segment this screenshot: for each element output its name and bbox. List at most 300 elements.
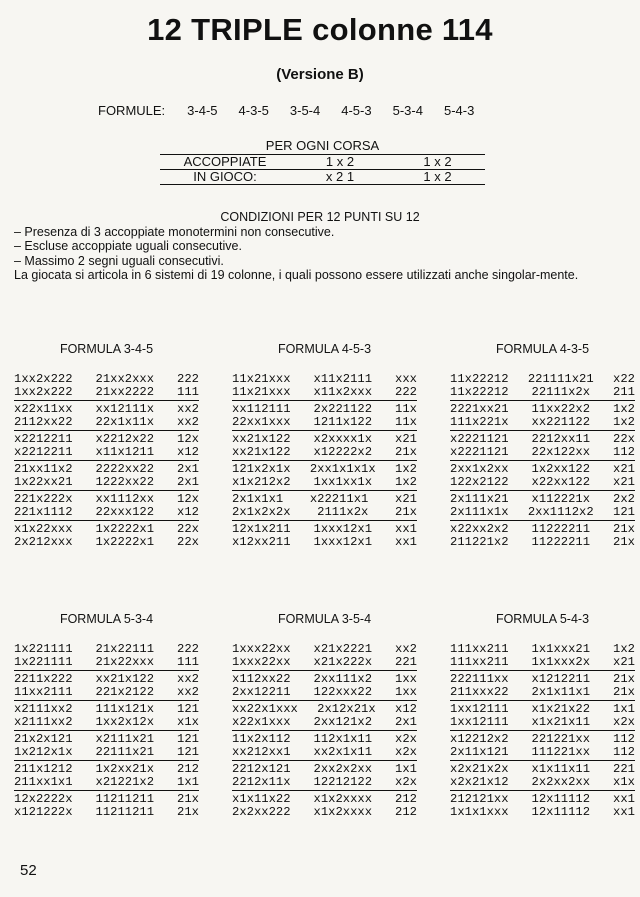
column-row [232, 806, 417, 819]
column-cell: 11x2x112 [232, 732, 291, 746]
column-cell: xx212xx1 [232, 745, 291, 759]
column-cell: 111221xx [531, 745, 591, 759]
column-cell: x1212211 [531, 672, 591, 686]
column-group [232, 371, 417, 401]
column-group [232, 761, 417, 791]
corsa-row-label: ACCOPPIATE [160, 155, 290, 170]
column-cell: x1x2xxxx [313, 805, 373, 819]
formula-block [450, 612, 635, 820]
column-cell: x112xx22 [232, 672, 291, 686]
column-cell: 2x2 [613, 492, 635, 506]
column-cell: 112 [613, 445, 635, 459]
column-cell: x12 [177, 505, 199, 519]
column-cell: 11211211 [95, 792, 155, 806]
column-group [14, 671, 199, 701]
column-cell: 1x2xx122 [531, 462, 591, 476]
column-cell: x22x11xx [14, 402, 73, 416]
column-row [450, 746, 635, 759]
column-cell: 21x [177, 792, 199, 806]
column-row [14, 476, 199, 489]
column-cell: 222 [395, 385, 417, 399]
column-cell: 1x2 [613, 642, 635, 656]
column-cell: x11x1211 [95, 445, 155, 459]
column-row [14, 506, 199, 519]
column-cell: 11x [395, 402, 417, 416]
column-group [14, 431, 199, 461]
column-group [14, 641, 199, 671]
column-row [14, 656, 199, 669]
column-cell: 121 [177, 702, 199, 716]
column-cell: x2xxxx1x [313, 432, 373, 446]
column-group [14, 791, 199, 820]
column-cell: 11x21xxx [232, 372, 291, 386]
column-group [450, 641, 635, 671]
column-cell: 111xx211 [450, 655, 509, 669]
column-cell: 2x111x1x [450, 505, 509, 519]
column-group [232, 701, 417, 731]
column-cell: 21xx2xxx [95, 372, 155, 386]
column-row [450, 506, 635, 519]
column-cell: 111 [177, 385, 199, 399]
column-row [232, 506, 417, 519]
column-cell: 21x22xxx [95, 655, 155, 669]
column-cell: 22xx1xxx [232, 415, 291, 429]
column-group [450, 521, 635, 550]
column-cell: 21x [177, 805, 199, 819]
column-cell: 21x [395, 505, 417, 519]
column-cell: x2x [395, 775, 417, 789]
column-row [14, 416, 199, 429]
column-cell: 12x2222x [14, 792, 73, 806]
column-cell: 22x [177, 535, 199, 549]
column-cell: x1x11x22 [232, 792, 291, 806]
column-cell: 212 [395, 805, 417, 819]
column-cell: 2112xx22 [14, 415, 73, 429]
column-row [14, 386, 199, 399]
column-row [232, 416, 417, 429]
column-cell: 121x2x1x [232, 462, 291, 476]
column-cell: x1x212x2 [232, 475, 291, 489]
column-group [14, 491, 199, 521]
column-cell: 211xxx22 [450, 685, 509, 699]
column-cell: 21x22111 [95, 642, 155, 656]
column-row [450, 686, 635, 699]
column-cell: 2211x222 [14, 672, 73, 686]
column-cell: 111xx211 [450, 642, 509, 656]
column-cell: xx2 [395, 642, 417, 656]
column-cell: 211xx1x1 [14, 775, 73, 789]
column-cell: x22xx122 [531, 475, 591, 489]
corsa-cell: 1 x 2 [290, 155, 390, 170]
column-cell: 2212x11x [232, 775, 291, 789]
column-cell: 1x1 [613, 702, 635, 716]
corsa-cell: 1 x 2 [390, 170, 485, 185]
column-cell: 22x122xx [531, 445, 591, 459]
column-group [450, 461, 635, 491]
column-cell: 2xx1x1x1x [309, 462, 376, 476]
formule-label: FORMULE: [98, 103, 166, 118]
corsa-cell: 1 x 2 [390, 155, 485, 170]
column-cell: 1x1xxx21 [531, 642, 591, 656]
column-cell: 122x2122 [450, 475, 509, 489]
column-cell: x1x2xxxx [313, 792, 373, 806]
column-group [232, 641, 417, 671]
column-cell: 111x121x [95, 702, 155, 716]
column-cell: x21x222x [313, 655, 373, 669]
column-cell: xx1 [613, 805, 635, 819]
column-group [450, 431, 635, 461]
conditions-section [14, 210, 626, 283]
condition-line: – Massimo 2 segni uguali consecutivi. [14, 253, 224, 268]
column-cell: 122xxx22 [313, 685, 373, 699]
column-cell: x12212x2 [450, 732, 509, 746]
column-cell: xx2 [177, 402, 199, 416]
column-row [450, 386, 635, 399]
formula-block-title: FORMULA 4-3-5 [495, 342, 590, 356]
column-cell: 212121xx [450, 792, 509, 806]
column-cell: 1xx1xx1x [313, 475, 373, 489]
column-cell: 2x1 [177, 462, 199, 476]
column-cell: 21xx2222 [95, 385, 155, 399]
column-cell: 21x [613, 535, 635, 549]
column-cell: 2xx111x2 [313, 672, 373, 686]
column-cell: 221x222x [14, 492, 73, 506]
column-row [232, 476, 417, 489]
column-cell: x2212x22 [95, 432, 155, 446]
column-cell: x22xx2x2 [450, 522, 509, 536]
column-cell: 1xx12111 [450, 715, 509, 729]
column-cell: x2212211 [14, 432, 73, 446]
column-row [14, 806, 199, 819]
column-cell: xx21x122 [232, 445, 291, 459]
column-cell: x22x1xxx [232, 715, 291, 729]
column-cell: x21 [613, 462, 635, 476]
formula-item: 4-5-3 [341, 103, 372, 118]
column-cell: xx21x122 [95, 672, 155, 686]
formula-item: 3-4-5 [187, 103, 218, 118]
column-group [450, 401, 635, 431]
column-cell: 11x22212 [450, 385, 509, 399]
column-group [14, 701, 199, 731]
column-cell: 1x221111 [14, 655, 73, 669]
column-cell: 22xxx122 [95, 505, 155, 519]
column-cell: x2111x21 [95, 732, 155, 746]
column-cell: 1x1xxx2x [531, 655, 591, 669]
formula-item: 4-3-5 [238, 103, 269, 118]
column-cell: 11211211 [95, 805, 155, 819]
column-cell: x12 [177, 445, 199, 459]
column-cell: 221 [613, 762, 635, 776]
column-cell: x1x22xxx [14, 522, 73, 536]
formula-block-title: FORMULA 5-4-3 [495, 612, 590, 626]
formula-block-title: FORMULA 4-5-3 [277, 342, 372, 356]
conditions-note: La giocata si articola in 6 sistemi di 19 colonne, i quali possono essere utilizzati anche singolar-mente. [14, 268, 579, 282]
column-row [232, 386, 417, 399]
column-group [232, 401, 417, 431]
column-cell: 112 [613, 732, 635, 746]
column-cell: 21x [613, 522, 635, 536]
column-cell: 1xx12111 [450, 702, 509, 716]
column-group [232, 521, 417, 550]
column-cell: 1x2222x1 [95, 535, 155, 549]
column-cell: 1xxx12x1 [313, 522, 373, 536]
column-cell: 22x [177, 522, 199, 536]
column-row [450, 536, 635, 549]
column-cell: 11222211 [531, 535, 591, 549]
formula-block [232, 612, 417, 820]
column-cell: x112221x [531, 492, 591, 506]
column-cell: x21 [613, 475, 635, 489]
column-cell: 12x11112 [531, 792, 591, 806]
column-cell: 1xx [395, 672, 417, 686]
column-cell: 1x22xx21 [14, 475, 73, 489]
column-cell: 12212122 [313, 775, 373, 789]
column-cell: xx1 [613, 792, 635, 806]
column-group [232, 791, 417, 820]
column-cell: 2x1x2x2x [232, 505, 291, 519]
column-cell: x21 [395, 492, 417, 506]
column-cell: 2xx1x2xx [450, 462, 509, 476]
formula-block [14, 612, 199, 820]
column-cell: 2x111x21 [450, 492, 509, 506]
column-cell: 1x1x1xxx [450, 805, 509, 819]
column-group [14, 461, 199, 491]
formula-block-title: FORMULA 5-3-4 [59, 612, 154, 626]
column-cell: 2x1 [395, 715, 417, 729]
column-cell: 12x1x211 [232, 522, 291, 536]
column-cell: 1xxx22xx [232, 642, 291, 656]
column-group [232, 431, 417, 461]
column-cell: 1x2 [395, 462, 417, 476]
column-cell: 21xx11x2 [14, 462, 73, 476]
column-row [450, 806, 635, 819]
column-cell: 2xx12211 [232, 685, 291, 699]
column-cell: 2x2xx2xx [531, 775, 591, 789]
column-cell: 11xx2111 [14, 685, 73, 699]
column-cell: 1x2 [613, 402, 635, 416]
column-cell: x11x2111 [313, 372, 373, 386]
column-cell: 1x1 [177, 775, 199, 789]
column-cell: 12x [177, 432, 199, 446]
column-cell: x12xx211 [232, 535, 291, 549]
column-group [232, 671, 417, 701]
column-cell: 2xx1112x2 [527, 505, 594, 519]
column-group [450, 671, 635, 701]
column-cell: 1x1 [395, 762, 417, 776]
column-cell: 1x212x1x [14, 745, 73, 759]
column-cell: xx2x1x11 [313, 745, 373, 759]
column-cell: 1xx2x222 [14, 385, 73, 399]
column-cell: 12x11112 [531, 805, 591, 819]
column-group [232, 731, 417, 761]
column-row [232, 536, 417, 549]
column-cell: x1x [177, 715, 199, 729]
column-cell: 121 [177, 732, 199, 746]
column-row [14, 446, 199, 459]
column-group [232, 491, 417, 521]
column-row [14, 776, 199, 789]
column-cell: x22 [613, 372, 635, 386]
column-cell: 211221x2 [450, 535, 509, 549]
column-cell: xx21x122 [232, 432, 291, 446]
column-cell: x2x [613, 715, 635, 729]
column-cell: 111x221x [450, 415, 509, 429]
column-cell: x2x [395, 745, 417, 759]
page-number: 52 [20, 862, 37, 879]
condition-line: – Escluse accoppiate uguali consecutive. [14, 239, 242, 253]
column-cell: 22111x21 [95, 745, 155, 759]
column-cell: 221x1112 [14, 505, 73, 519]
column-cell: 11xx22x2 [531, 402, 591, 416]
column-row [14, 746, 199, 759]
column-cell: x2212211 [14, 445, 73, 459]
column-cell: xxx [395, 372, 417, 386]
column-cell: x1x11x11 [531, 762, 591, 776]
column-row [450, 656, 635, 669]
column-cell: 21x [613, 685, 635, 699]
column-group [14, 401, 199, 431]
column-cell: 12x [177, 492, 199, 506]
column-cell: x11x2xxx [313, 385, 373, 399]
column-cell: 221 [395, 655, 417, 669]
column-cell: 212 [395, 792, 417, 806]
column-group [450, 761, 635, 791]
column-row [14, 686, 199, 699]
column-group [450, 371, 635, 401]
column-cell: 11x [395, 415, 417, 429]
column-cell: 2x1x11x1 [531, 685, 591, 699]
column-group [450, 701, 635, 731]
column-cell: x2221121 [450, 445, 509, 459]
column-row [450, 446, 635, 459]
column-group [450, 731, 635, 761]
column-row [450, 416, 635, 429]
column-cell: 2x1 [177, 475, 199, 489]
column-cell: 22111x2x [531, 385, 591, 399]
column-cell: 2x212xxx [14, 535, 73, 549]
column-cell: 222 [177, 642, 199, 656]
column-row [450, 476, 635, 489]
column-cell: 2xx121x2 [313, 715, 373, 729]
column-cell: 222111xx [450, 672, 509, 686]
column-cell: x121222x [14, 805, 73, 819]
column-cell: xx22x1xxx [232, 702, 298, 716]
column-cell: x21 [613, 655, 635, 669]
column-cell: x21 [395, 432, 417, 446]
column-row [450, 776, 635, 789]
column-group [14, 731, 199, 761]
column-cell: 21x [613, 672, 635, 686]
formula-item: 3-5-4 [289, 103, 321, 118]
column-cell: 11222211 [531, 522, 591, 536]
column-group [450, 491, 635, 521]
column-cell: 2212x121 [232, 762, 291, 776]
column-cell: 11x22212 [450, 372, 509, 386]
column-group [14, 761, 199, 791]
formula-item: 5-3-4 [392, 103, 423, 118]
column-cell: 1x2 [395, 475, 417, 489]
column-cell: 2221xx21 [450, 402, 509, 416]
column-cell: 1211x122 [313, 415, 373, 429]
page-title: 12 TRIPLE colonne 114 [147, 12, 493, 47]
column-cell: 1x221111 [14, 642, 73, 656]
column-cell: x12 [395, 702, 417, 716]
column-cell: 22x [613, 432, 635, 446]
formule-row [98, 103, 558, 118]
column-cell: x2221121 [450, 432, 509, 446]
column-cell: 211 [613, 385, 635, 399]
corsa-row-label: IN GIOCO: [160, 170, 290, 185]
column-cell: 2x221122 [313, 402, 373, 416]
formula-block [14, 342, 199, 550]
column-cell: 1x2222x1 [95, 522, 155, 536]
column-cell: x12222x2 [313, 445, 373, 459]
column-cell: 211x1212 [14, 762, 73, 776]
column-cell: 1x2 [613, 415, 635, 429]
column-cell: 2x12x21x [317, 702, 376, 716]
column-cell: x22211x1 [309, 492, 369, 506]
column-cell: 1xxx22xx [232, 655, 291, 669]
column-cell: 121 [177, 745, 199, 759]
column-cell: x2111xx2 [14, 715, 73, 729]
column-cell: 22x1x11x [95, 415, 155, 429]
column-cell: 1xx [395, 685, 417, 699]
column-cell: 112x1x11 [313, 732, 373, 746]
column-cell: 222 [177, 372, 199, 386]
column-cell: 1x2xx21x [95, 762, 155, 776]
column-cell: x21221x2 [95, 775, 155, 789]
column-row [232, 716, 417, 729]
column-cell: x2x21x12 [450, 775, 509, 789]
column-cell: xx1 [395, 522, 417, 536]
column-cell: 112 [613, 745, 635, 759]
column-cell: x2x21x2x [450, 762, 509, 776]
column-cell: x21x2221 [313, 642, 373, 656]
column-cell: x1x21x22 [531, 702, 591, 716]
corsa-title: PER OGNI CORSA [160, 138, 485, 155]
formula-block-title: FORMULA 3-4-5 [59, 342, 154, 356]
column-cell: x1x21x11 [531, 715, 591, 729]
formula-block [232, 342, 417, 550]
column-cell: 2x11x121 [450, 745, 509, 759]
column-group [14, 371, 199, 401]
column-cell: xx2 [177, 672, 199, 686]
column-cell: 21x2x121 [14, 732, 73, 746]
column-group [450, 791, 635, 820]
column-row [232, 686, 417, 699]
column-cell: 21x [395, 445, 417, 459]
column-group [14, 521, 199, 550]
column-cell: xx1112xx [95, 492, 155, 506]
column-cell: xx1 [395, 535, 417, 549]
column-cell: x1x [613, 775, 635, 789]
column-row [14, 536, 199, 549]
column-cell: xx221122 [531, 415, 591, 429]
column-cell: 2xx2x2xx [313, 762, 373, 776]
column-cell: 221221xx [531, 732, 591, 746]
column-cell: x2x [395, 732, 417, 746]
column-cell: 121 [613, 505, 635, 519]
per-ogni-corsa-table [160, 138, 485, 185]
formula-block [450, 342, 635, 550]
column-row [232, 776, 417, 789]
column-cell: xx12111x [95, 402, 155, 416]
column-row [232, 656, 417, 669]
column-cell: xx2 [177, 415, 199, 429]
column-cell: 221x2122 [95, 685, 155, 699]
column-row [232, 446, 417, 459]
column-group [232, 461, 417, 491]
